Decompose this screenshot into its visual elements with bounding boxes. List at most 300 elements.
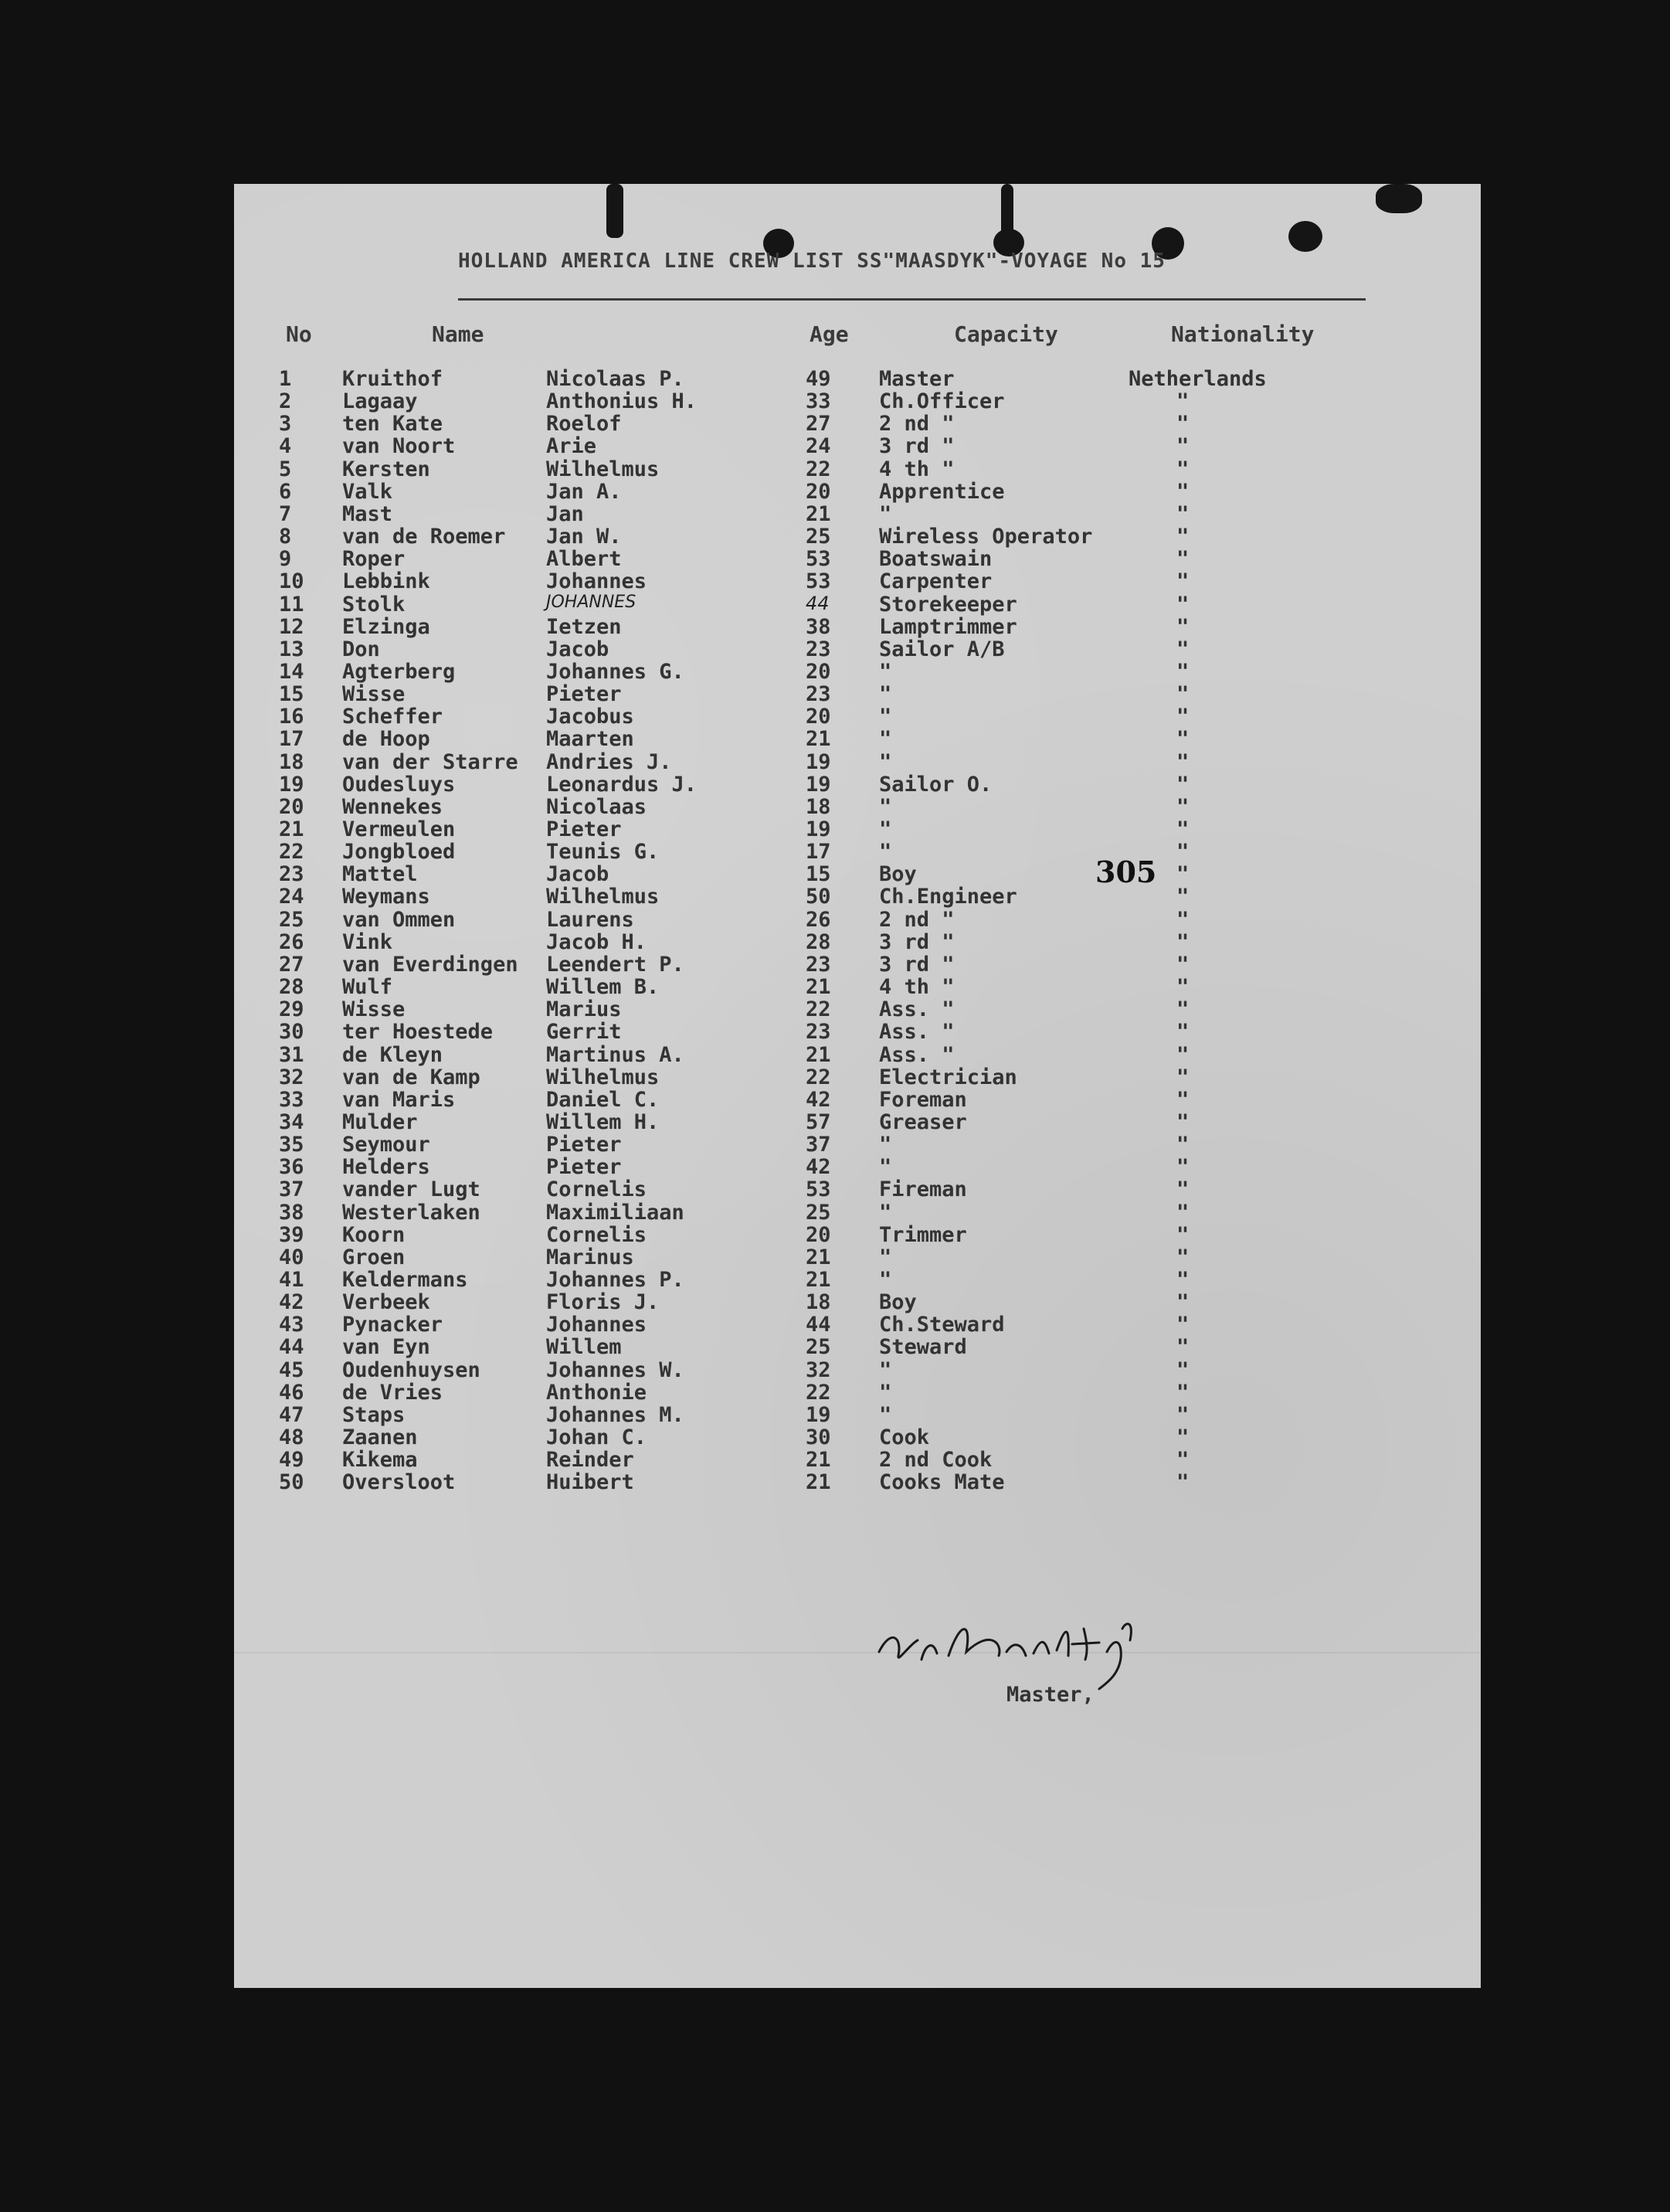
crew-age: 28 (806, 929, 831, 954)
crew-nationality: " (1176, 1290, 1190, 1315)
crew-capacity: Fireman (879, 1177, 967, 1202)
crew-given-name: Willem (546, 1335, 622, 1360)
row-number: 9 (279, 547, 292, 572)
crew-age: 24 (806, 434, 831, 459)
crew-nationality: " (1176, 862, 1190, 887)
crew-surname: Weymans (342, 885, 430, 909)
crew-capacity: Ass. " (879, 1020, 955, 1045)
row-number: 40 (279, 1245, 304, 1269)
crew-surname: van de Roemer (342, 525, 506, 549)
crew-age: 21 (806, 1268, 831, 1292)
crew-capacity: 2 nd " (879, 412, 955, 437)
table-row (234, 1268, 1481, 1290)
crew-capacity: Storekeeper (879, 592, 1017, 617)
crew-surname: Groen (342, 1245, 406, 1269)
crew-nationality: " (1176, 772, 1190, 797)
table-row (234, 795, 1481, 817)
crew-age: 50 (806, 885, 831, 909)
crew-given-name: Johannes (546, 1313, 647, 1337)
crew-capacity: Apprentice (879, 479, 1005, 504)
crew-capacity: Foreman (879, 1087, 967, 1112)
row-number: 43 (279, 1313, 304, 1337)
crew-age: 49 (806, 367, 831, 391)
row-number: 5 (279, 457, 292, 481)
crew-surname: Verbeek (342, 1290, 430, 1315)
crew-given-name: Huibert (546, 1470, 634, 1495)
table-row (234, 750, 1481, 773)
crew-given-name: Jacob H. (546, 929, 647, 954)
document-title: HOLLAND AMERICA LINE CREW LIST SS"MAASDYK"-VOYAGE No 15 (458, 250, 1166, 273)
crew-surname: van Ommen (342, 907, 456, 932)
ink-blot (606, 184, 623, 238)
column-header-nationality: Nationality (1171, 321, 1315, 347)
crew-surname: Lebbink (342, 569, 430, 594)
table-row (234, 1425, 1481, 1448)
ink-blot (1376, 184, 1422, 213)
table-row (234, 1155, 1481, 1180)
table-row (234, 1043, 1481, 1065)
crew-surname: van Everdingen (342, 952, 518, 977)
table-row (234, 1020, 1481, 1045)
crew-age: 22 (806, 1380, 831, 1405)
crew-given-name: Jan A. (546, 479, 622, 504)
crew-nationality: " (1176, 1268, 1190, 1292)
crew-given-name: Nicolaas (546, 794, 647, 819)
crew-nationality: " (1176, 1357, 1190, 1382)
crew-capacity: Boatswain (879, 547, 993, 572)
crew-capacity: Steward (879, 1335, 967, 1360)
crew-surname: Mattel (342, 862, 418, 887)
crew-surname: Jongbloed (342, 840, 456, 865)
crew-given-name: Albert (546, 547, 622, 572)
crew-capacity: " (879, 1268, 892, 1292)
table-row (234, 389, 1481, 412)
table-row (234, 1358, 1481, 1381)
row-number: 47 (279, 1402, 304, 1427)
crew-nationality: " (1176, 637, 1190, 661)
crew-age: 53 (806, 547, 831, 572)
crew-nationality: " (1176, 1380, 1190, 1405)
row-number: 17 (279, 727, 304, 752)
crew-given-name: Marius (546, 997, 622, 1022)
crew-given-name: JOHANNES (546, 592, 636, 612)
crew-nationality: " (1176, 412, 1190, 437)
row-number: 15 (279, 682, 304, 707)
crew-surname: Kruithof (342, 367, 443, 391)
crew-surname: van Eyn (342, 1335, 430, 1360)
crew-capacity: " (879, 727, 892, 752)
table-row (234, 367, 1481, 389)
table-row (234, 1088, 1481, 1110)
crew-nationality: " (1176, 569, 1190, 594)
crew-given-name: Ietzen (546, 614, 622, 639)
crew-surname: Vink (342, 929, 393, 954)
crew-given-name: Roelof (546, 412, 622, 437)
crew-capacity: " (879, 1380, 892, 1405)
crew-surname: Koorn (342, 1222, 406, 1247)
row-number: 49 (279, 1448, 304, 1473)
row-number: 24 (279, 885, 304, 909)
row-number: 33 (279, 1087, 304, 1112)
crew-nationality: " (1176, 817, 1190, 841)
table-row (234, 525, 1481, 547)
crew-age: 22 (806, 457, 831, 481)
crew-surname: Roper (342, 547, 406, 572)
crew-age: 22 (806, 997, 831, 1022)
row-number: 39 (279, 1222, 304, 1247)
crew-age: 33 (806, 389, 831, 414)
crew-capacity: Lamptrimmer (879, 614, 1017, 639)
crew-surname: de Kleyn (342, 1042, 443, 1067)
table-row (234, 412, 1481, 437)
crew-given-name: Willem B. (546, 975, 660, 1000)
crew-age: 19 (806, 772, 831, 797)
signature-role: Master, (1006, 1683, 1095, 1707)
row-number: 28 (279, 975, 304, 1000)
crew-age: 15 (806, 862, 831, 887)
crew-list-document (234, 184, 1481, 1988)
crew-capacity: " (879, 1402, 892, 1427)
row-number: 29 (279, 997, 304, 1022)
crew-given-name: Leendert P. (546, 952, 684, 977)
crew-capacity: Sailor A/B (879, 637, 1005, 661)
row-number: 6 (279, 479, 292, 504)
crew-age: 19 (806, 749, 831, 774)
crew-surname: Mast (342, 501, 393, 526)
row-number: 13 (279, 637, 304, 661)
crew-surname: Oudesluys (342, 772, 456, 797)
table-row (234, 1223, 1481, 1245)
crew-age: 53 (806, 569, 831, 594)
crew-surname: Seymour (342, 1133, 430, 1157)
table-row (234, 1313, 1481, 1335)
row-number: 2 (279, 389, 292, 414)
crew-given-name: Daniel C. (546, 1087, 660, 1112)
table-row (234, 1133, 1481, 1155)
table-row (234, 660, 1481, 682)
crew-nationality: " (1176, 749, 1190, 774)
crew-given-name: Nicolaas P. (546, 367, 684, 391)
crew-age: 19 (806, 817, 831, 841)
table-row (234, 1470, 1481, 1493)
crew-surname: Oudenhuysen (342, 1357, 480, 1382)
crew-given-name: Floris J. (546, 1290, 660, 1315)
row-number: 21 (279, 817, 304, 841)
crew-nationality: " (1176, 1200, 1190, 1225)
crew-age: 25 (806, 1335, 831, 1360)
crew-capacity: " (879, 1155, 892, 1180)
crew-capacity: " (879, 840, 892, 865)
crew-surname: de Vries (342, 1380, 443, 1405)
crew-capacity: 2 nd Cook (879, 1448, 993, 1473)
row-number: 19 (279, 772, 304, 797)
table-row (234, 569, 1481, 592)
crew-capacity: " (879, 1245, 892, 1269)
row-number: 1 (279, 367, 292, 391)
crew-given-name: Teunis G. (546, 840, 660, 865)
row-number: 42 (279, 1290, 304, 1315)
crew-nationality: " (1176, 997, 1190, 1022)
crew-age: 20 (806, 659, 831, 684)
column-header-capacity: Capacity (954, 321, 1058, 347)
crew-nationality: Netherlands (1129, 367, 1267, 391)
table-row (234, 1290, 1481, 1313)
crew-nationality: " (1176, 1065, 1190, 1089)
table-row (234, 930, 1481, 953)
crew-capacity: Cook (879, 1425, 930, 1450)
crew-age: 27 (806, 412, 831, 437)
column-header-name: Name (432, 321, 484, 347)
crew-surname: Mulder (342, 1109, 418, 1134)
crew-nationality: " (1176, 885, 1190, 909)
crew-age: 18 (806, 794, 831, 819)
crew-nationality: " (1176, 479, 1190, 504)
crew-surname: Zaanen (342, 1425, 418, 1450)
crew-nationality: " (1176, 614, 1190, 639)
crew-nationality: " (1176, 1222, 1190, 1247)
crew-age: 32 (806, 1357, 831, 1382)
table-row (234, 682, 1481, 705)
table-row (234, 1403, 1481, 1425)
crew-age: 26 (806, 907, 831, 932)
row-number: 22 (279, 840, 304, 865)
crew-capacity: 3 rd " (879, 929, 955, 954)
crew-given-name: Marinus (546, 1245, 634, 1269)
crew-nationality: " (1176, 525, 1190, 549)
crew-given-name: Martinus A. (546, 1042, 684, 1067)
row-number: 12 (279, 614, 304, 639)
crew-age: 21 (806, 727, 831, 752)
crew-age: 38 (806, 614, 831, 639)
table-row (234, 593, 1481, 615)
row-number: 3 (279, 412, 292, 437)
row-number: 14 (279, 659, 304, 684)
crew-surname: Agterberg (342, 659, 456, 684)
crew-surname: Elzinga (342, 614, 430, 639)
row-number: 48 (279, 1425, 304, 1450)
crew-age: 53 (806, 1177, 831, 1202)
crew-nationality: " (1176, 389, 1190, 414)
crew-surname: Keldermans (342, 1268, 468, 1292)
crew-capacity: " (879, 1133, 892, 1157)
crew-given-name: Pieter (546, 1155, 622, 1180)
crew-nationality: " (1176, 1087, 1190, 1112)
crew-capacity: 4 th " (879, 975, 955, 1000)
crew-given-name: Jacob (546, 637, 609, 661)
crew-given-name: Jacobus (546, 705, 634, 729)
row-number: 35 (279, 1133, 304, 1157)
title-underline (458, 298, 1366, 301)
crew-nationality: " (1176, 794, 1190, 819)
crew-given-name: Wilhelmus (546, 1065, 660, 1089)
table-row (234, 908, 1481, 930)
crew-surname: Westerlaken (342, 1200, 480, 1225)
crew-capacity: Boy (879, 862, 917, 887)
crew-surname: Staps (342, 1402, 406, 1427)
row-number: 44 (279, 1335, 304, 1360)
crew-nationality: " (1176, 952, 1190, 977)
crew-capacity: " (879, 1357, 892, 1382)
crew-surname: Pynacker (342, 1313, 443, 1337)
page-stamp-number: 305 (1095, 855, 1157, 889)
crew-given-name: Johannes P. (546, 1268, 684, 1292)
crew-surname: van de Kamp (342, 1065, 480, 1089)
crew-age: 20 (806, 1222, 831, 1247)
fold-line (234, 1652, 1481, 1653)
crew-nationality: " (1176, 1335, 1190, 1360)
crew-surname: Lagaay (342, 389, 418, 414)
crew-given-name: Johannes (546, 569, 647, 594)
crew-given-name: Maximiliaan (546, 1200, 684, 1225)
crew-surname: Oversloot (342, 1470, 456, 1495)
crew-given-name: Cornelis (546, 1222, 647, 1247)
crew-nationality: " (1176, 1448, 1190, 1473)
table-row (234, 547, 1481, 572)
crew-capacity: " (879, 794, 892, 819)
crew-nationality: " (1176, 1133, 1190, 1157)
crew-capacity: 4 th " (879, 457, 955, 481)
crew-given-name: Pieter (546, 682, 622, 707)
crew-capacity: 3 rd " (879, 952, 955, 977)
crew-capacity: 2 nd " (879, 907, 955, 932)
crew-capacity: Wireless Operator (879, 525, 1093, 549)
crew-age: 23 (806, 637, 831, 661)
table-row (234, 434, 1481, 457)
row-number: 46 (279, 1380, 304, 1405)
table-row (234, 727, 1481, 752)
crew-surname: Wulf (342, 975, 393, 1000)
table-row (234, 1201, 1481, 1223)
table-row (234, 840, 1481, 865)
table-row (234, 1448, 1481, 1473)
crew-nationality: " (1176, 1245, 1190, 1269)
table-row (234, 615, 1481, 637)
crew-nationality: " (1176, 501, 1190, 526)
row-number: 4 (279, 434, 292, 459)
crew-capacity: " (879, 705, 892, 729)
crew-age: 21 (806, 1245, 831, 1269)
crew-surname: Don (342, 637, 380, 661)
row-number: 38 (279, 1200, 304, 1225)
crew-age: 42 (806, 1087, 831, 1112)
crew-age: 21 (806, 975, 831, 1000)
crew-age: 23 (806, 1020, 831, 1045)
crew-given-name: Jacob (546, 862, 609, 887)
crew-age: 21 (806, 1042, 831, 1067)
crew-surname: vander Lugt (342, 1177, 480, 1202)
table-row (234, 885, 1481, 907)
crew-capacity: Ass. " (879, 1042, 955, 1067)
crew-nationality: " (1176, 727, 1190, 752)
crew-capacity: Ass. " (879, 997, 955, 1022)
crew-given-name: Arie (546, 434, 597, 459)
crew-capacity: Ch.Steward (879, 1313, 1005, 1337)
crew-age: 22 (806, 1065, 831, 1089)
crew-age: 19 (806, 1402, 831, 1427)
table-row (234, 637, 1481, 660)
row-number: 23 (279, 862, 304, 887)
crew-given-name: Wilhelmus (546, 457, 660, 481)
crew-capacity: Master (879, 367, 955, 391)
crew-surname: Helders (342, 1155, 430, 1180)
crew-given-name: Johan C. (546, 1425, 647, 1450)
crew-age: 21 (806, 501, 831, 526)
crew-age: 18 (806, 1290, 831, 1315)
row-number: 10 (279, 569, 304, 594)
row-number: 16 (279, 705, 304, 729)
crew-age: 20 (806, 479, 831, 504)
table-row (234, 705, 1481, 727)
crew-nationality: " (1176, 929, 1190, 954)
table-row (234, 502, 1481, 525)
crew-age: 25 (806, 525, 831, 549)
table-row (234, 1177, 1481, 1200)
crew-given-name: Johannes W. (546, 1357, 684, 1382)
crew-age: 30 (806, 1425, 831, 1450)
crew-given-name: Jan W. (546, 525, 622, 549)
table-row (234, 1065, 1481, 1088)
row-number: 31 (279, 1042, 304, 1067)
crew-given-name: Leonardus J. (546, 772, 698, 797)
crew-surname: Valk (342, 479, 393, 504)
crew-given-name: Gerrit (546, 1020, 622, 1045)
crew-given-name: Andries J. (546, 749, 672, 774)
crew-age: 42 (806, 1155, 831, 1180)
crew-capacity: Ch.Officer (879, 389, 1005, 414)
table-row (234, 1335, 1481, 1360)
row-number: 45 (279, 1357, 304, 1382)
row-number: 25 (279, 907, 304, 932)
crew-given-name: Johannes G. (546, 659, 684, 684)
table-row (234, 773, 1481, 795)
table-row (234, 975, 1481, 1000)
row-number: 32 (279, 1065, 304, 1089)
crew-capacity: Carpenter (879, 569, 993, 594)
row-number: 34 (279, 1109, 304, 1134)
crew-given-name: Wilhelmus (546, 885, 660, 909)
table-row (234, 862, 1481, 885)
crew-nationality: " (1176, 1155, 1190, 1180)
crew-age: 17 (806, 840, 831, 865)
crew-nationality: " (1176, 1313, 1190, 1337)
crew-given-name: Jan (546, 501, 584, 526)
table-row (234, 457, 1481, 480)
table-row (234, 953, 1481, 975)
crew-surname: van der Starre (342, 749, 518, 774)
crew-nationality: " (1176, 682, 1190, 707)
row-number: 7 (279, 501, 292, 526)
crew-given-name: Johannes M. (546, 1402, 684, 1427)
crew-given-name: Anthonie (546, 1380, 647, 1405)
crew-age: 23 (806, 682, 831, 707)
crew-nationality: " (1176, 659, 1190, 684)
crew-surname: Kikema (342, 1448, 418, 1473)
crew-nationality: " (1176, 1020, 1190, 1045)
column-header-no: No (286, 321, 312, 347)
crew-age: 57 (806, 1109, 831, 1134)
crew-capacity: Boy (879, 1290, 917, 1315)
crew-nationality: " (1176, 1042, 1190, 1067)
crew-nationality: " (1176, 592, 1190, 617)
crew-age: 25 (806, 1200, 831, 1225)
crew-given-name: Laurens (546, 907, 634, 932)
crew-given-name: Pieter (546, 817, 622, 841)
crew-given-name: Anthonius H. (546, 389, 698, 414)
master-signature (875, 1598, 1169, 1694)
crew-surname: ter Hoestede (342, 1020, 494, 1045)
crew-capacity: 3 rd " (879, 434, 955, 459)
crew-capacity: Ch.Engineer (879, 885, 1017, 909)
